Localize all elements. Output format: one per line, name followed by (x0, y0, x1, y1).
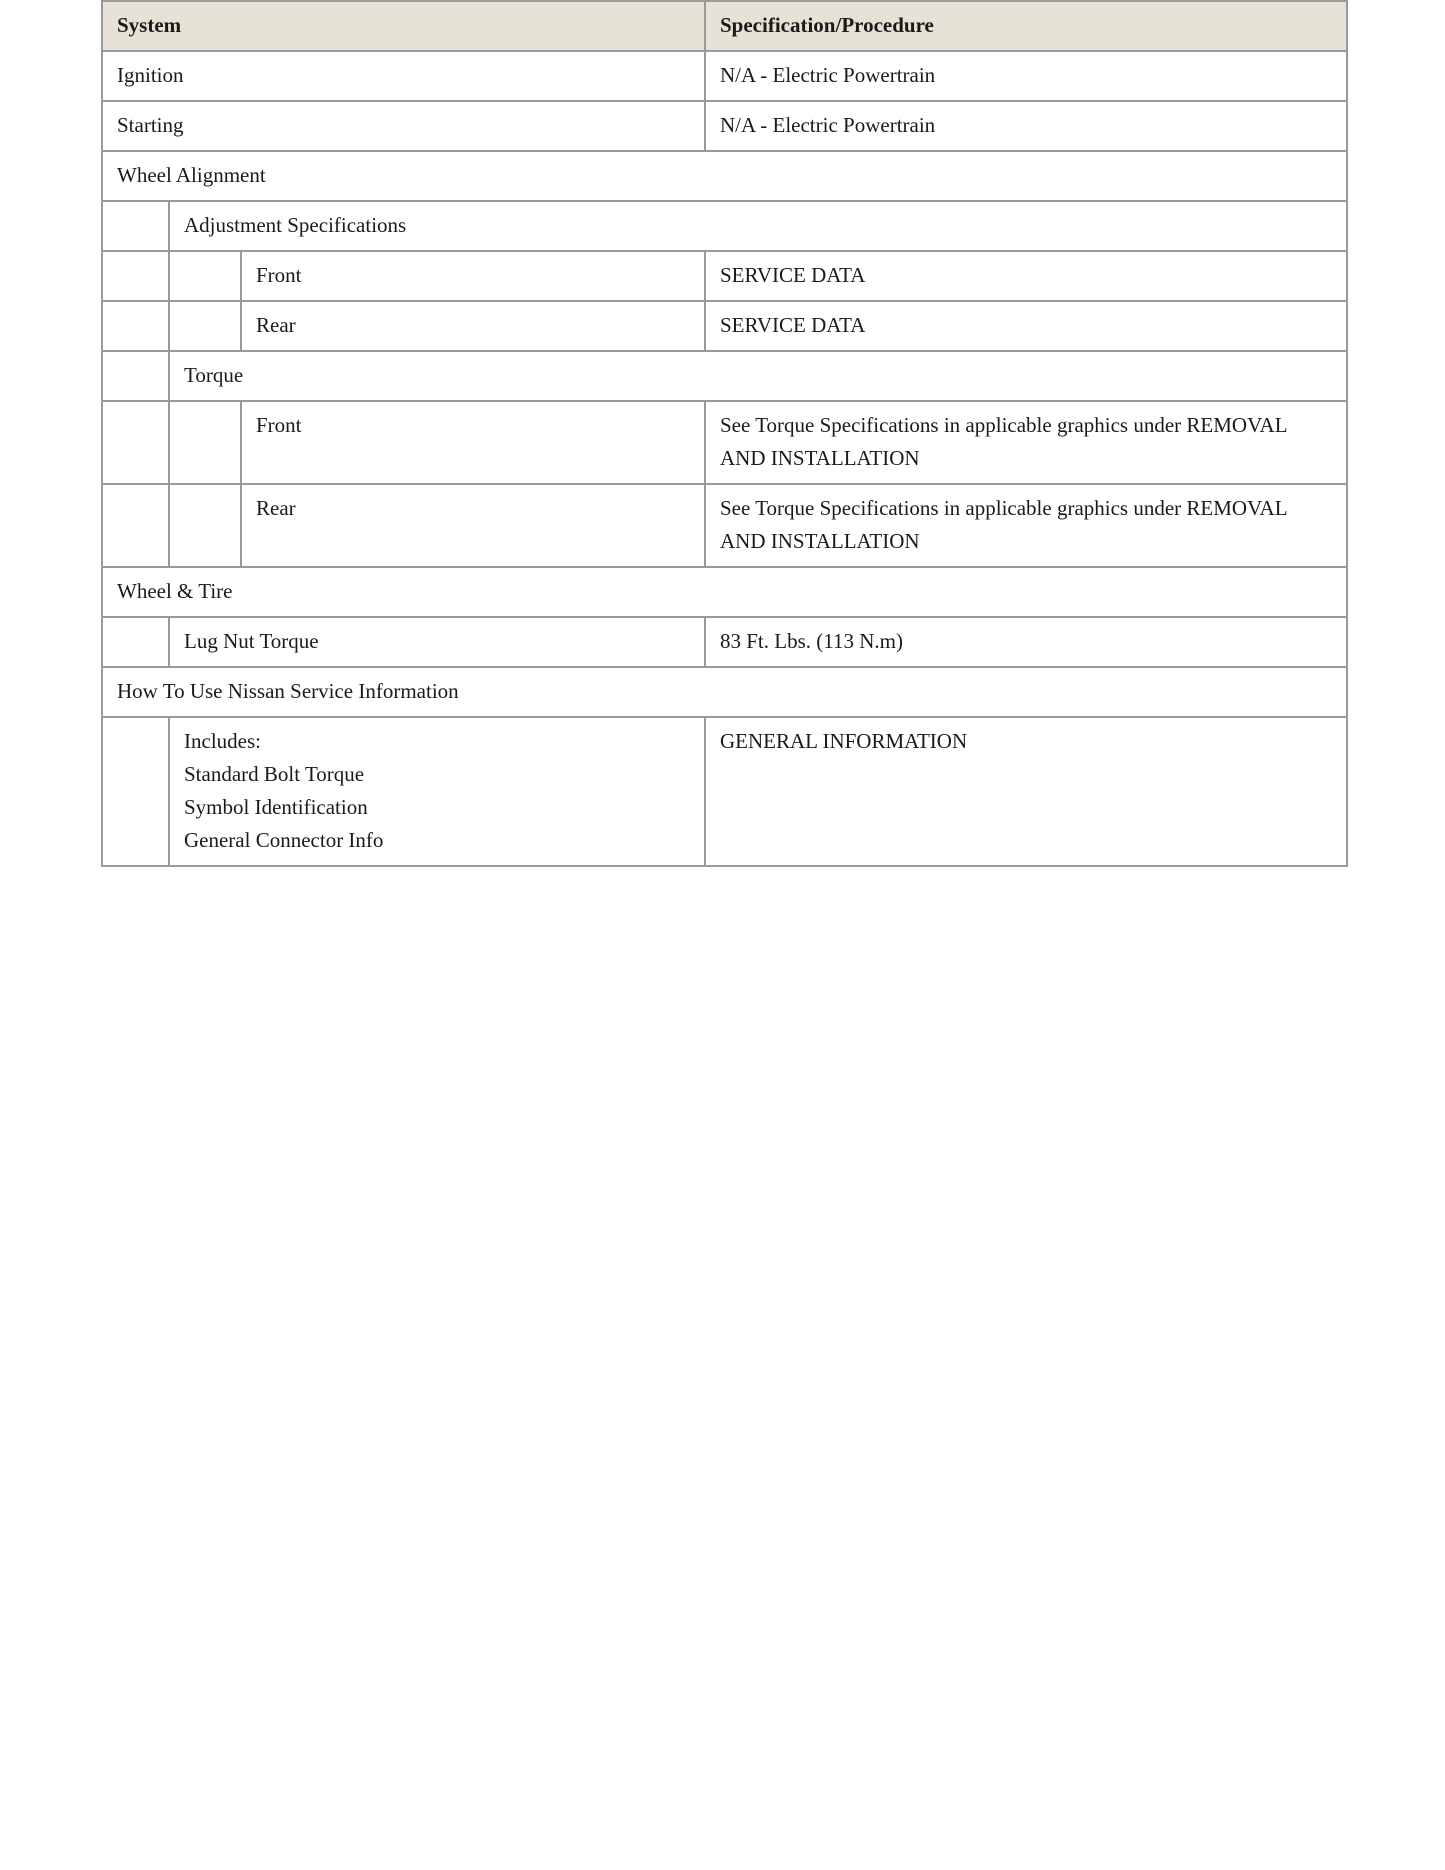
column-header-specification: Specification/Procedure (705, 1, 1347, 51)
table-row-torque (102, 351, 1347, 401)
system-cell: Rear (241, 301, 705, 351)
system-cell: Starting (102, 101, 705, 151)
table-row-adjustment-specifications (102, 201, 1347, 251)
spec-cell: 83 Ft. Lbs. (113 N.m) (705, 617, 1347, 667)
table-row-wheel-tire (102, 567, 1347, 617)
table-row-ignition (102, 51, 1347, 101)
includes-line: General Connector Info (184, 828, 384, 852)
section-heading: Wheel & Tire (102, 567, 1347, 617)
column-header-system: System (102, 1, 705, 51)
table-row-adjustment-front (102, 251, 1347, 301)
system-cell: Lug Nut Torque (169, 617, 705, 667)
indent-cell (102, 251, 169, 301)
includes-list (169, 717, 705, 866)
includes-line: Standard Bolt Torque (184, 762, 365, 786)
indent-cell (169, 484, 241, 567)
indent-cell (102, 484, 169, 567)
indent-cell (102, 351, 169, 401)
section-heading: How To Use Nissan Service Information (102, 667, 1347, 717)
subsection-heading: Adjustment Specifications (169, 201, 1347, 251)
indent-cell (169, 301, 241, 351)
indent-cell (102, 301, 169, 351)
table-header-row (102, 1, 1347, 51)
indent-cell (102, 201, 169, 251)
table-row-starting (102, 101, 1347, 151)
spec-cell: GENERAL INFORMATION (705, 717, 1347, 866)
spec-cell: See Torque Specifications in applicable graphics under REMOVAL AND INSTALLATION (705, 401, 1347, 484)
table-row-includes (102, 717, 1347, 866)
table-row-torque-rear (102, 484, 1347, 567)
spec-cell: N/A - Electric Powertrain (705, 101, 1347, 151)
system-cell: Front (241, 401, 705, 484)
spec-cell: SERVICE DATA (705, 301, 1347, 351)
indent-cell (102, 401, 169, 484)
spec-cell: N/A - Electric Powertrain (705, 51, 1347, 101)
spec-cell: SERVICE DATA (705, 251, 1347, 301)
table-row-wheel-alignment (102, 151, 1347, 201)
section-heading: Wheel Alignment (102, 151, 1347, 201)
includes-line: Symbol Identification (184, 795, 368, 819)
specification-table (101, 0, 1348, 867)
system-cell: Rear (241, 484, 705, 567)
indent-cell (169, 251, 241, 301)
includes-line: Includes: (184, 729, 261, 753)
subsection-heading: Torque (169, 351, 1347, 401)
table-row-torque-front (102, 401, 1347, 484)
table-row-adjustment-rear (102, 301, 1347, 351)
spec-cell: See Torque Specifications in applicable graphics under REMOVAL AND INSTALLATION (705, 484, 1347, 567)
indent-cell (169, 401, 241, 484)
indent-cell (102, 717, 169, 866)
table-row-lug-nut-torque (102, 617, 1347, 667)
indent-cell (102, 617, 169, 667)
system-cell: Ignition (102, 51, 705, 101)
system-cell: Front (241, 251, 705, 301)
table-row-how-to-use (102, 667, 1347, 717)
